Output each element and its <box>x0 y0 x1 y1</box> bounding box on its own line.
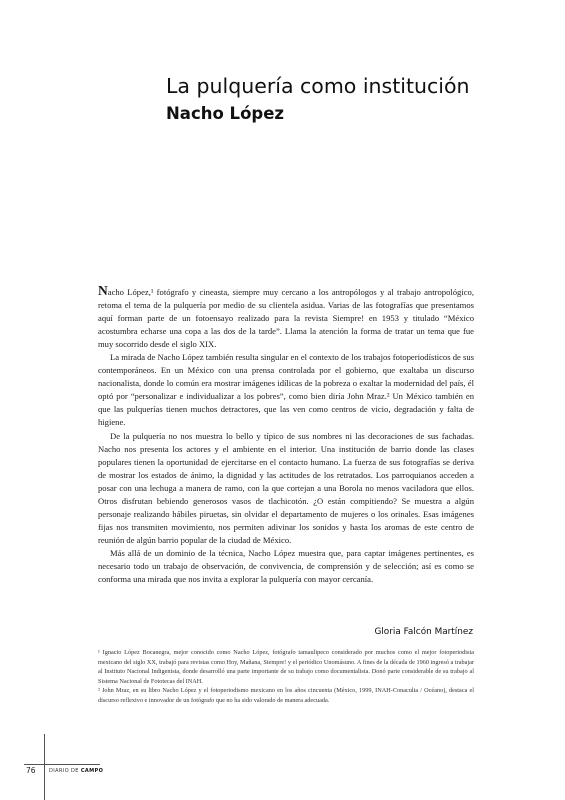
paragraph-1-text: acho López,¹ fotógrafo y cineasta, siempre muy cercano a los antropólogos y al trabajo antropológico, retoma el tema de la pulquería por medio de su clientela asidua. Varias de las fotografías que presentamos aquí forman parte de un fotoensayo realizado para la revista Siempre! en 1953 y titulado “México acostumbra echarse una copa a las dos de la tarde”. Llama la atención la forma de tratar un tema que fue muy socorrido desde el siglo XIX. <box>98 287 474 350</box>
page-number: 76 <box>26 766 36 775</box>
paragraph-3: De la pulquería no nos muestra lo bello y típico de sus nombres ni las decoraciones de sus fachadas. Nacho nos presenta los actores y el ambiente en el interior. Una institución de barrio donde las clases populares tienen la oportunidad de ejercitarse en el contacto humano. La fuerza de sus fotografías se deriva de mostrar los estados de ánimo, la dignidad y las actitudes de los retratados. Los parroquianos acceden a posar con una lechuga a manera de ramo, con la que cortejan a una Borola no menos vaciladora que ellos. Otros disfrutan bebiendo generosos vasos de tlachicotón. ¿O están compitiendo? Se muestra a algún personaje realizando hábiles piruetas, sin olvidar el departamento de mujeres o los orinales. Esas imágenes fijas nos transmiten movimiento, nos permiten adivinar los sonidos y hasta los aromas de este centro de reunión de algún barrio popular de la ciudad de México. <box>98 430 474 545</box>
footer-horizontal-rule <box>24 764 100 765</box>
paragraph-2: La mirada de Nacho López también resulta singular en el contexto de los trabajos fotoperiodísticos de sus contemporáneos. En un México con una prensa controlada por el gobierno, que exaltaba un discurso nacionalista, donde lo común era mostrar imágenes idílicas de la pobreza o exaltar la modernidad del país, él optó por “personalizar e individualizar a los pobres”, como bien diría John Mraz.² Un México también en que las pulquerías tienen muchos detractores, que las ven como centros de vicio, degradación y falta de higiene. <box>98 352 474 428</box>
footnote-1: ¹ Ignacio López Bocanegra, mejor conocido como Nacho López, fotógrafo tamaulipeco considerado por muchos como el mejor fotoperiodista mexicano del siglo XX, trabajó para revistas como Hoy, Mañana, Siempre! y el periódico Unomásuno. A fines de la década de 1960 ingresó a trabajar al Instituto Nacional Indigenista, donde desarrolló una parte importante de su trabajo como documentalista. Donó parte considerable de su trabajo al Sistema Nacional de Fototecas del INAH. <box>98 649 474 685</box>
article-title: La pulquería como institución <box>166 74 470 98</box>
article-body <box>98 284 474 586</box>
paragraph-4: Más allá de un dominio de la técnica, Nacho López muestra que, para captar imágenes pertinentes, es necesario todo un trabajo de observación, de convivencia, de comprensión y de selección; así es como se conforma una mirada que nos invita a explorar la pulquería con mayor cercanía. <box>98 547 474 585</box>
journal-prefix: DIARIO DE <box>49 768 81 774</box>
footnotes <box>98 648 474 705</box>
paragraph-1 <box>98 284 474 351</box>
article-author: Nacho López <box>166 104 285 123</box>
drop-cap: N <box>98 283 108 298</box>
journal-title: CAMPO <box>80 768 104 774</box>
footnote-2: ² John Mraz, en su libro Nacho López y el fotoperiodismo mexicano en los años cincuenta (México, 1999, INAH-Conaculta / Océano), destaca el discurso reflexivo e innovador de un fotógrafo que no ha sido valorado de manera adecuada. <box>98 687 474 704</box>
footer-vertical-rule <box>44 734 45 800</box>
journal-name <box>49 768 103 774</box>
author-signature: Gloria Falcón Martínez <box>374 627 473 637</box>
